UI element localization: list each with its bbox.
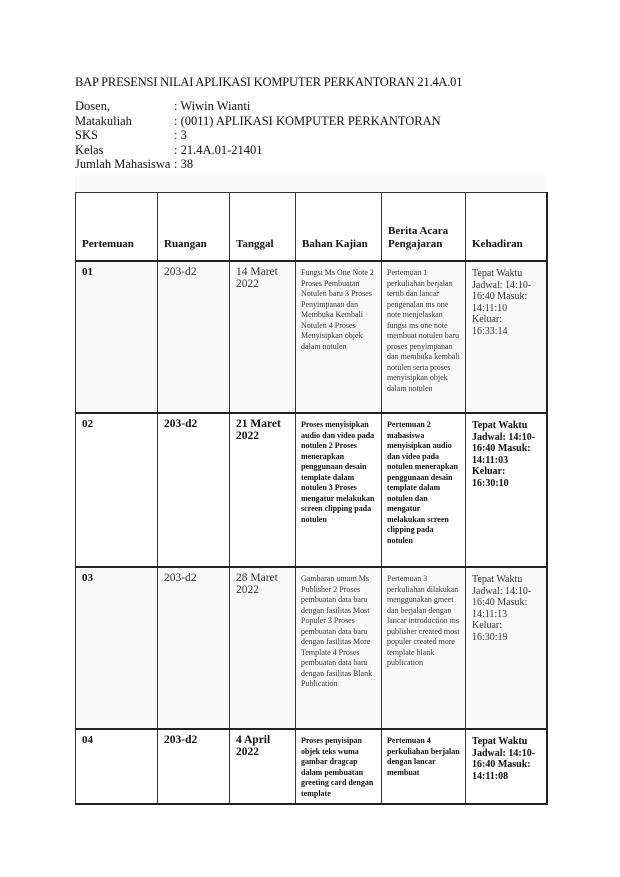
info-value: : 21.4A.01-21401 <box>174 142 263 157</box>
cell-bahan-kajian: Gambaran umum Ms Publisher 2 Proses pembuatan data baru dengan fasilitas Most Populer 3 Proses pembuatan data baru dengan fasilitas More Template 4 Proses pembuatan data baru dengan fasilitas Blank Publication <box>296 567 382 729</box>
table-row <box>76 729 547 804</box>
table-top-band <box>75 175 546 193</box>
cell-bahan-kajian: Proses penyisipan objek teks wuma gambar dragcap dalam pembuatan greeting card dengan template <box>296 729 382 804</box>
document-title: BAP PRESENSI NILAI APLIKASI KOMPUTER PERKANTORAN 21.4A.01 <box>75 75 463 89</box>
cell-pertemuan: 04 <box>76 729 158 804</box>
info-label: SKS <box>75 128 98 142</box>
info-value: : 38 <box>174 157 194 171</box>
table-header-row <box>76 193 547 262</box>
cell-ruangan: 203-d2 <box>158 567 230 729</box>
cell-pertemuan: 03 <box>76 567 158 729</box>
table-row <box>76 413 547 567</box>
cell-ruangan: 203-d2 <box>158 729 230 804</box>
info-label: Matakuliah <box>75 113 132 128</box>
info-value: : Wiwin Wianti <box>174 99 251 113</box>
info-value: : (0011) APLIKASI KOMPUTER PERKANTORAN <box>174 113 441 128</box>
cell-tanggal: 21 Maret 2022 <box>230 413 296 567</box>
cell-ruangan: 203-d2 <box>158 261 230 413</box>
cell-bahan-kajian: Proses menyisipkan audio dan video pada notulen 2 Proses menerapkan penggunaan desain template dalam notulen 3 Proses mengatur melakukan screen clipping pada notulen <box>296 413 382 567</box>
cell-berita-acara: Pertemuan 3 perkuliahan dilakukan menggunakan gmeet dan berjalan dengan lancar introduction ms publisher created most populer created more template blank publication <box>382 567 466 729</box>
info-row-sks <box>75 128 441 143</box>
info-value: : 3 <box>174 128 187 142</box>
course-info <box>75 99 441 172</box>
header-pertemuan: Pertemuan <box>76 193 158 262</box>
cell-tanggal: 28 Maret 2022 <box>230 567 296 729</box>
cell-ruangan: 203-d2 <box>158 413 230 567</box>
cell-bahan-kajian: Fungsi Ms One Note 2 Proses Pembuatan Notulen baru 3 Proses Penyimpanan dan Membuka Kembali Notulen 4 Proses Menyisipkan objek dalam notulen <box>296 261 382 413</box>
info-label: Jumlah Mahasiswa <box>75 157 171 171</box>
header-kehadiran: Kehadiran <box>466 193 547 262</box>
cell-pertemuan: 01 <box>76 261 158 413</box>
info-row-kelas <box>75 143 441 158</box>
header-berita-acara: Berita Acara Pengajaran <box>382 193 466 262</box>
header-bahan-kajian: Bahan Kajian <box>296 193 382 262</box>
cell-kehadiran: Tepat Waktu Jadwal: 14:10-16:40 Masuk: 14:11:10 Keluar: 16:33:14 <box>466 261 547 413</box>
info-row-dosen <box>75 99 441 114</box>
attendance-table <box>75 192 548 805</box>
info-row-matakuliah <box>75 114 441 129</box>
cell-kehadiran: Tepat Waktu Jadwal: 14:10-16:40 Masuk: 14:11:03 Keluar: 16:30:10 <box>466 413 547 567</box>
cell-berita-acara: Pertemuan 4 perkuliahan berjalan dengan lancar membuat <box>382 729 466 804</box>
table-row <box>76 261 547 413</box>
cell-pertemuan: 02 <box>76 413 158 567</box>
info-label: Kelas <box>75 142 104 157</box>
cell-berita-acara: Pertemuan 1 perkuliahan berjalan tertib dan lancar pengenalan ms one note menjelaskan fungsi ms one note membuat notulen baru proses penyimpanan dan membuka kembali notulen serta proses menyisipkan objek dalam notulen <box>382 261 466 413</box>
cell-kehadiran: Tepat Waktu Jadwal: 14:10-16:40 Masuk: 14:11:08 <box>466 729 547 804</box>
header-tanggal: Tanggal <box>230 193 296 262</box>
cell-berita-acara: Pertemuan 2 mahasiswa menyisipkan audio dan video pada notulen menerapkan penggunaan desain template dalam notulen dan mengatur melakukan screen clipping pada notulen <box>382 413 466 567</box>
cell-tanggal: 4 April 2022 <box>230 729 296 804</box>
header-ruangan: Ruangan <box>158 193 230 262</box>
info-row-jumlah-mahasiswa <box>75 157 441 172</box>
info-label: Dosen, <box>75 99 111 113</box>
cell-tanggal: 14 Maret 2022 <box>230 261 296 413</box>
cell-kehadiran: Tepat Waktu Jadwal: 14:10-16:40 Masuk: 14:11:13 Keluar: 16:30:19 <box>466 567 547 729</box>
table-row <box>76 567 547 729</box>
